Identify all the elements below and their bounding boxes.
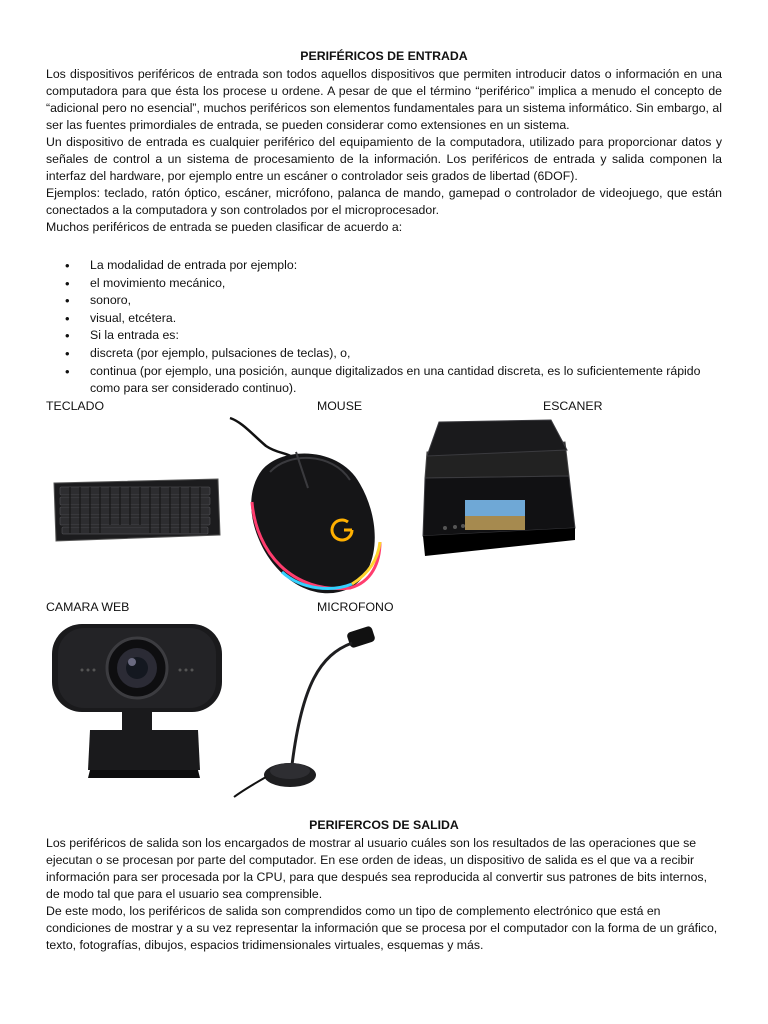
- list-item-text: discreta (por ejemplo, pulsaciones de teclas), o,: [90, 345, 351, 360]
- bullet-icon: •: [65, 258, 70, 273]
- output-section-title: PERIFERCOS DE SALIDA: [309, 818, 459, 832]
- list-item: [46, 327, 722, 345]
- output-text: [46, 835, 722, 954]
- keyboard-image: [50, 475, 222, 545]
- input-paragraph-3: Ejemplos: teclado, ratón óptico, escáner, micrófono, palanca de mando, gamepad o controlador de videojuego, que están conectados a la computadora y son controlados por el microprocesador.: [46, 186, 722, 217]
- mouse-label: MOUSE: [317, 399, 363, 413]
- input-paragraph-2: Un dispositivo de entrada es cualquier periférico del equipamiento de la computadora, utilizado para proporcionar datos y señales de control a un sistema de procesamiento de la información. Los periféricos de entrada y salida componen la interfaz del hardware, por ejemplo entre un escáner o controlador seis grados de libertad (6DOF).: [46, 135, 722, 183]
- list-item: [46, 292, 722, 310]
- list-item-text: continua (por ejemplo, una posición, aunque digitalizados en una cantidad discreta, es lo suficientemente rápido como para ser considerado continuo).: [90, 363, 701, 396]
- list-item: [46, 345, 722, 363]
- list-item: [46, 275, 722, 293]
- list-item: [46, 363, 722, 398]
- bullet-icon: •: [65, 293, 70, 309]
- input-section-title: PERIFÉRICOS DE ENTRADA: [300, 49, 468, 63]
- scanner-image: [415, 416, 580, 571]
- microphone-image: [232, 625, 382, 801]
- input-paragraph-4: Muchos periféricos de entrada se pueden clasificar de acuerdo a:: [46, 220, 403, 234]
- list-item-text: La modalidad de entrada por ejemplo:: [90, 258, 298, 272]
- mouse-image: [222, 412, 387, 600]
- webcam-image: [50, 620, 225, 788]
- list-item-text: sonoro,: [90, 293, 132, 308]
- list-item-text: Si la entrada es:: [90, 328, 179, 343]
- webcam-label: CAMARA WEB: [46, 600, 130, 614]
- microphone-label: MICROFONO: [317, 600, 394, 614]
- output-paragraph-2: De este modo, los periféricos de salida son comprendidos como un tipo de complemento electrónico que está en condiciones de mostrar y a su vez representar la información que se procesa por el computador con la forma de un gráfico, texto, fotografías, dibujos, espacios tridimensionales virtuales, esquemas y más.: [46, 904, 718, 952]
- scanner-label: ESCANER: [543, 399, 603, 413]
- list-item: [46, 310, 722, 328]
- keyboard-label: TECLADO: [46, 399, 105, 413]
- list-item-text: visual, etcétera.: [90, 310, 177, 325]
- list-item-text: el movimiento mecánico,: [90, 275, 226, 290]
- bullet-icon: •: [65, 345, 70, 361]
- classification-list: [46, 257, 722, 398]
- input-intro-text: [46, 66, 722, 236]
- bullet-icon: •: [65, 328, 70, 344]
- bullet-icon: •: [65, 363, 70, 379]
- output-paragraph-1: Los periféricos de salida son los encargados de mostrar al usuario cuáles son los resultados de las operaciones que se ejecutan o se procesan por parte del computador. En ese orden de ideas, un dispositivo de salida es el que va a recibir información para ser procesada por la CPU, para que después sea reproducida al convertir sus patrones de bits internos, de modo tal que para el usuario sea comprensible.: [46, 836, 707, 901]
- bullet-icon: •: [65, 275, 70, 291]
- bullet-icon: •: [65, 310, 70, 326]
- list-item: [46, 257, 722, 275]
- input-paragraph-1: Los dispositivos periféricos de entrada son todos aquellos dispositivos que permiten introducir datos o información en una computadora para que ésta los procese u ordene. A pesar de que el término “periférico” implica a menudo el concepto de “adicional pero no esencial”, muchos periféricos son elementos fundamentales para un sistema informático. Sin embargo, al ser las fuentes primordiales de entrada, se pueden considerar como extensiones en un sistema.: [46, 67, 722, 132]
